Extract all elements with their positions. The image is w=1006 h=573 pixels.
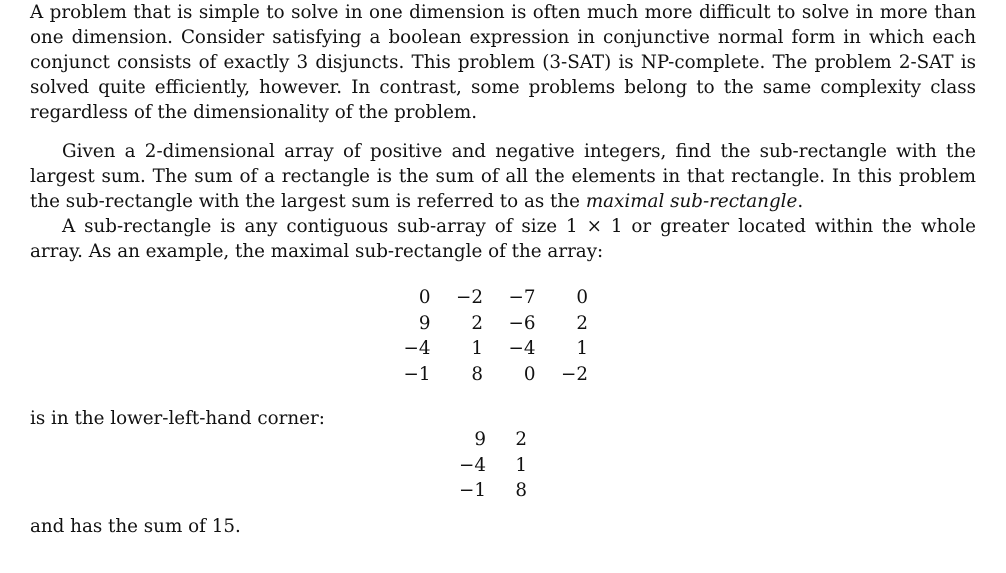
- paragraph-problem-end: .: [797, 191, 804, 212]
- full-row: [378, 362, 588, 388]
- full-row: [378, 285, 588, 311]
- paragraph-definition: A sub-rectangle is any contiguous sub-array of size 1 × 1 or greater located within the whole array. As an example, the maximal sub-rectangle of the array:: [30, 216, 976, 262]
- full-cell: −1: [403, 363, 431, 385]
- full-array-matrix: [378, 285, 588, 387]
- sub-rectangle-matrix: [445, 427, 527, 504]
- full-cell: −4: [403, 338, 431, 359]
- full-cell: 8: [471, 363, 483, 385]
- full-cell: −2: [456, 287, 483, 308]
- full-cell: −2: [561, 363, 588, 385]
- full-row: [378, 336, 588, 362]
- full-cell: 1: [576, 338, 588, 359]
- sub-cell: 9: [474, 429, 486, 450]
- sub-cell: 1: [515, 454, 527, 476]
- sub-cell: 2: [515, 429, 527, 450]
- sub-row: [445, 478, 527, 504]
- full-row: [378, 311, 588, 337]
- full-cell: 2: [576, 312, 588, 334]
- sub-cell: −4: [459, 454, 486, 476]
- sub-row: [445, 427, 527, 453]
- full-cell: 1: [471, 338, 483, 359]
- full-cell: 2: [471, 312, 483, 334]
- full-cell: 0: [523, 363, 536, 385]
- lower-left-text: is in the lower-left-hand corner:: [30, 408, 325, 429]
- sub-row: [445, 453, 527, 479]
- emphasis-maximal-sub-rectangle: maximal sub-rectangle: [585, 191, 798, 212]
- full-cell: 0: [576, 287, 588, 308]
- text-column: [30, 0, 976, 264]
- full-cell: 9: [418, 312, 431, 334]
- full-cell: −7: [508, 287, 536, 308]
- sum-text: and has the sum of 15.: [30, 516, 241, 537]
- paragraph-problem: [30, 139, 976, 214]
- sub-cell: 8: [515, 480, 527, 501]
- sub-cell: −1: [459, 480, 486, 501]
- paragraph-intro: A problem that is simple to solve in one dimension is often much more difficult to solve in more than one dimension. Consider satisfying a boolean expression in conjunctive normal form in which each conjunct consists of exactly 3 disjuncts. This problem (3-SAT) is NP-complete. The problem 2-SAT is solved quite efficiently, however. In contrast, some problems belong to the same complexity class regardless of the dimensionality of the problem.: [30, 2, 976, 123]
- full-cell: 0: [418, 287, 431, 308]
- full-cell: −6: [508, 312, 536, 334]
- full-cell: −4: [508, 338, 536, 359]
- paragraph-problem-text: Given a 2-dimensional array of positive and negative integers, find the sub-rectangle with the largest sum. The sum of a rectangle is the sum of all the elements in that rectangle. In this problem the sub-rectangle with the largest sum is referred to as the: [30, 141, 976, 212]
